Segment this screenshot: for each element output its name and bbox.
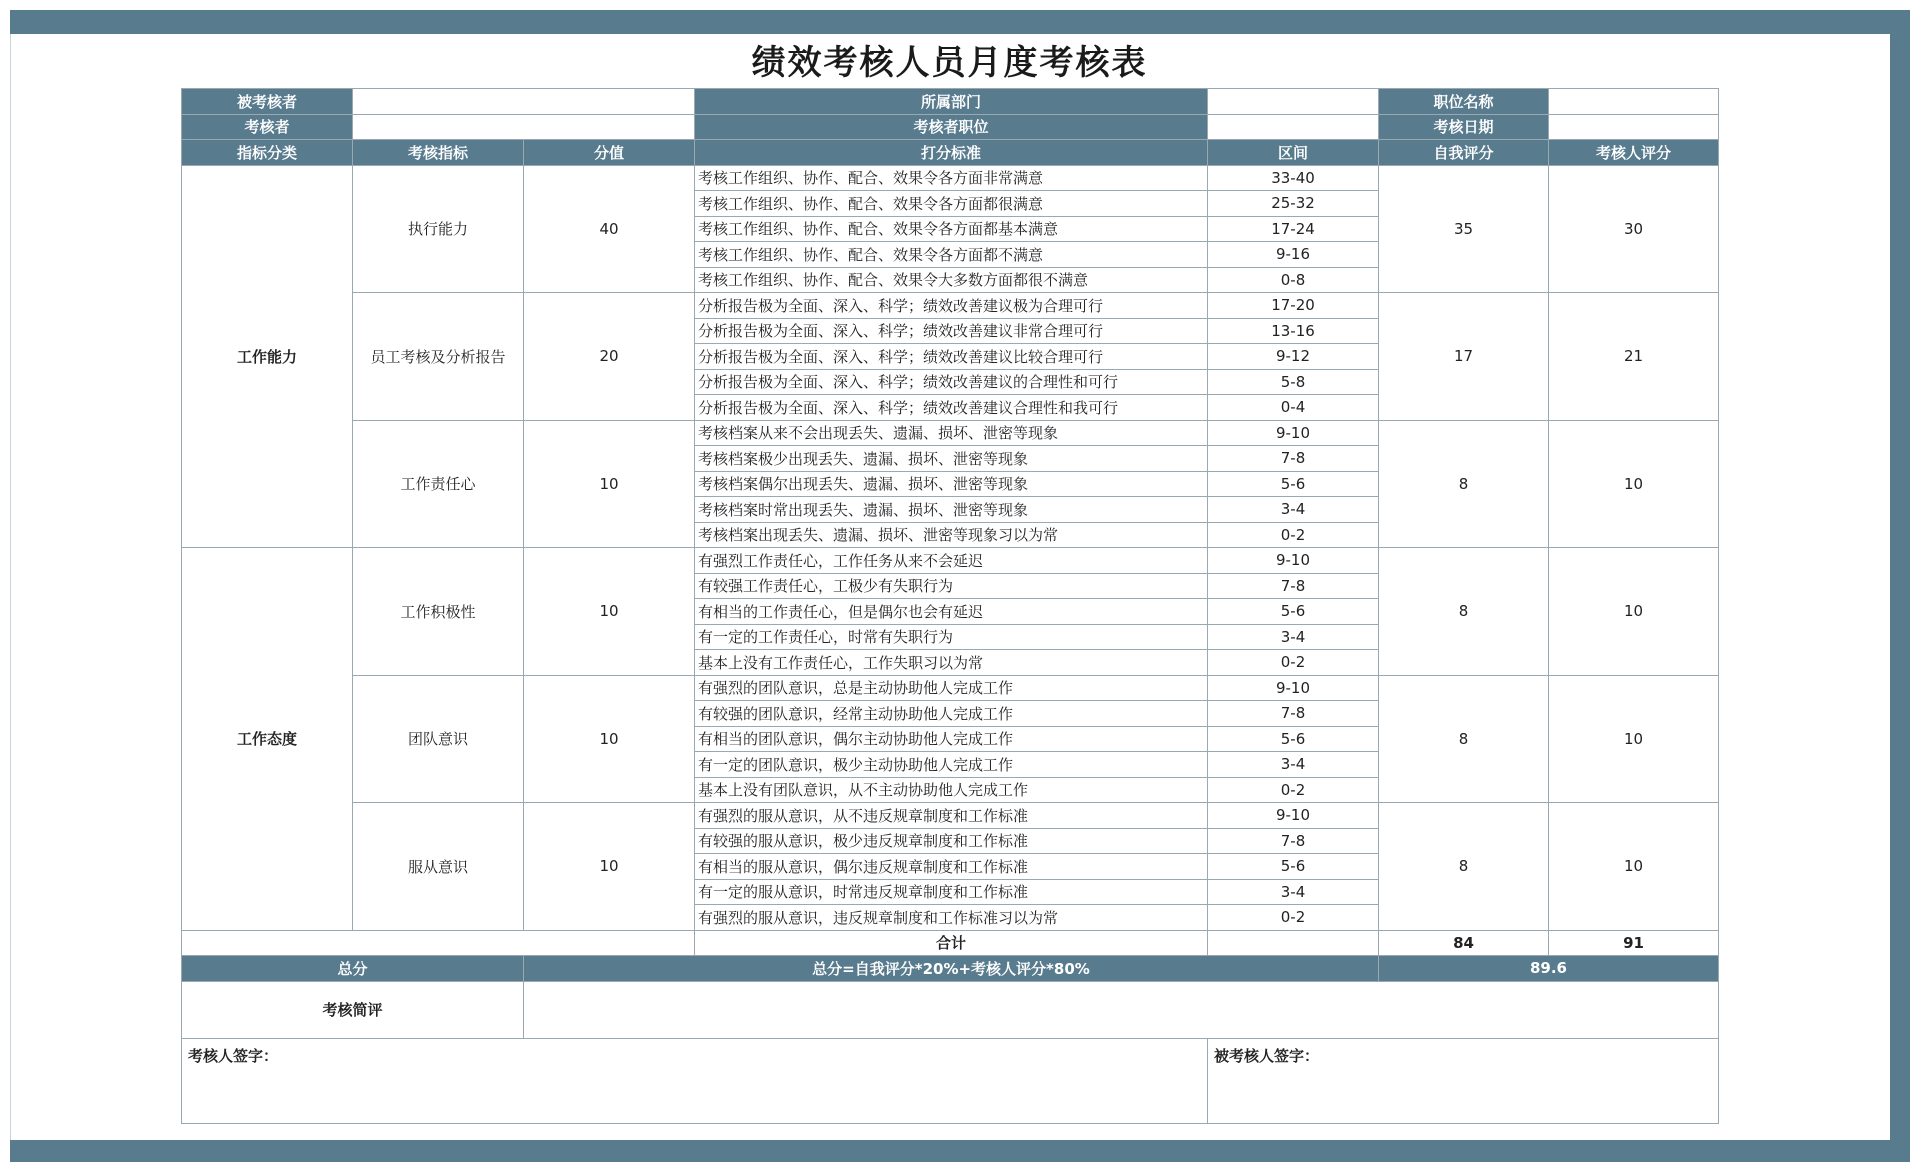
indicator-score: 20 (524, 293, 695, 421)
indicator-name: 服从意识 (353, 803, 524, 931)
criterion-range: 3-4 (1208, 752, 1379, 778)
assessor-score-cell[interactable]: 10 (1549, 803, 1719, 931)
assessor-score-cell[interactable]: 10 (1549, 548, 1719, 676)
assessor-score-cell[interactable]: 21 (1549, 293, 1719, 421)
subtotal-row (182, 930, 1719, 956)
criterion-range: 0-2 (1208, 522, 1379, 548)
criterion-text: 有强烈的服从意识，违反规章制度和工作标准习以为常 (695, 905, 1208, 931)
indicator-name: 执行能力 (353, 165, 524, 293)
assessor-field[interactable] (353, 114, 695, 140)
assessor-score-cell[interactable]: 30 (1549, 165, 1719, 293)
criterion-range: 25-32 (1208, 191, 1379, 217)
criterion-text: 分析报告极为全面、深入、科学；绩效改善建议非常合理可行 (695, 318, 1208, 344)
criterion-range: 7-8 (1208, 828, 1379, 854)
total-formula: 总分=自我评分*20%+考核人评分*80% (524, 956, 1379, 982)
subtotal-assessor-score: 91 (1549, 930, 1719, 956)
category-cell: 工作能力 (182, 165, 353, 548)
criterion-text: 有强烈工作责任心，工作任务从来不会延迟 (695, 548, 1208, 574)
criteria-row (182, 165, 1719, 191)
criterion-range: 7-8 (1208, 573, 1379, 599)
indicator-score: 10 (524, 675, 695, 803)
subtotal-label: 合计 (695, 930, 1208, 956)
self-score-cell[interactable]: 8 (1379, 675, 1549, 803)
assessor-signature-area[interactable] (182, 1038, 1208, 1123)
department-label: 所属部门 (695, 89, 1208, 115)
criteria-row (182, 675, 1719, 701)
comment-row (182, 981, 1719, 1038)
assessee-field[interactable] (353, 89, 695, 115)
col-header-category: 指标分类 (182, 140, 353, 166)
criteria-row (182, 548, 1719, 574)
criterion-range: 33-40 (1208, 165, 1379, 191)
criterion-text: 有强烈的团队意识，总是主动协助他人完成工作 (695, 675, 1208, 701)
criterion-range: 3-4 (1208, 879, 1379, 905)
criterion-range: 9-16 (1208, 242, 1379, 268)
subtotal-blank (182, 930, 353, 956)
assessee-signature-area[interactable] (1208, 1038, 1719, 1123)
info-row-1 (182, 89, 1719, 115)
indicator-name: 员工考核及分析报告 (353, 293, 524, 421)
right-frame-bar (1890, 10, 1910, 1160)
indicator-name: 团队意识 (353, 675, 524, 803)
criterion-range: 0-2 (1208, 650, 1379, 676)
criteria-body (182, 165, 1719, 930)
criterion-text: 考核工作组织、协作、配合、效果令各方面都不满意 (695, 242, 1208, 268)
date-label: 考核日期 (1379, 114, 1549, 140)
criterion-text: 考核档案极少出现丢失、遗漏、损坏、泄密等现象 (695, 446, 1208, 472)
self-score-cell[interactable]: 8 (1379, 420, 1549, 548)
criterion-text: 基本上没有工作责任心，工作失职习以为常 (695, 650, 1208, 676)
criterion-range: 5-6 (1208, 471, 1379, 497)
col-header-self-score: 自我评分 (1379, 140, 1549, 166)
criterion-range: 17-20 (1208, 293, 1379, 319)
criteria-row (182, 293, 1719, 319)
criterion-text: 基本上没有团队意识，从不主动协助他人完成工作 (695, 777, 1208, 803)
criterion-range: 3-4 (1208, 624, 1379, 650)
criterion-text: 考核工作组织、协作、配合、效果令各方面非常满意 (695, 165, 1208, 191)
col-header-standard: 打分标准 (695, 140, 1208, 166)
subtotal-self-score: 84 (1379, 930, 1549, 956)
position-label: 职位名称 (1379, 89, 1549, 115)
self-score-cell[interactable]: 8 (1379, 803, 1549, 931)
total-row (182, 956, 1719, 982)
criterion-text: 有相当的工作责任心，但是偶尔也会有延迟 (695, 599, 1208, 625)
assessor-position-label: 考核者职位 (695, 114, 1208, 140)
indicator-score: 10 (524, 548, 695, 676)
criteria-row (182, 420, 1719, 446)
criterion-text: 有较强的服从意识，极少违反规章制度和工作标准 (695, 828, 1208, 854)
criterion-text: 分析报告极为全面、深入、科学；绩效改善建议比较合理可行 (695, 344, 1208, 370)
total-label: 总分 (182, 956, 524, 982)
self-score-cell[interactable]: 35 (1379, 165, 1549, 293)
assessment-table (181, 88, 1719, 1124)
criterion-text: 有一定的团队意识，极少主动协助他人完成工作 (695, 752, 1208, 778)
criterion-text: 有较强的团队意识，经常主动协助他人完成工作 (695, 701, 1208, 727)
criterion-range: 9-10 (1208, 420, 1379, 446)
criterion-range: 7-8 (1208, 446, 1379, 472)
indicator-score: 40 (524, 165, 695, 293)
criterion-text: 考核工作组织、协作、配合、效果令各方面都基本满意 (695, 216, 1208, 242)
criterion-range: 5-6 (1208, 726, 1379, 752)
criterion-range: 7-8 (1208, 701, 1379, 727)
self-score-cell[interactable]: 8 (1379, 548, 1549, 676)
info-row-2 (182, 114, 1719, 140)
criterion-range: 0-8 (1208, 267, 1379, 293)
criterion-range: 17-24 (1208, 216, 1379, 242)
criteria-row (182, 803, 1719, 829)
criterion-text: 有相当的团队意识，偶尔主动协助他人完成工作 (695, 726, 1208, 752)
assessee-signature-label: 被考核人签字： (1214, 1046, 1320, 1065)
assessor-score-cell[interactable]: 10 (1549, 675, 1719, 803)
criterion-text: 有较强工作责任心，工极少有失职行为 (695, 573, 1208, 599)
indicator-name: 工作责任心 (353, 420, 524, 548)
criterion-text: 有相当的服从意识，偶尔违反规章制度和工作标准 (695, 854, 1208, 880)
criterion-text: 考核档案从来不会出现丢失、遗漏、损坏、泄密等现象 (695, 420, 1208, 446)
criterion-text: 考核档案时常出现丢失、遗漏、损坏、泄密等现象 (695, 497, 1208, 523)
subtotal-blank (1208, 930, 1379, 956)
criterion-text: 有一定的服从意识，时常违反规章制度和工作标准 (695, 879, 1208, 905)
indicator-score: 10 (524, 803, 695, 931)
criterion-text: 分析报告极为全面、深入、科学；绩效改善建议合理性和我可行 (695, 395, 1208, 421)
criterion-range: 0-2 (1208, 777, 1379, 803)
criterion-range: 5-8 (1208, 369, 1379, 395)
criterion-range: 3-4 (1208, 497, 1379, 523)
criterion-text: 有一定的工作责任心，时常有失职行为 (695, 624, 1208, 650)
col-header-range: 区间 (1208, 140, 1379, 166)
criterion-range: 5-6 (1208, 854, 1379, 880)
assessor-label: 考核者 (182, 114, 353, 140)
indicator-name: 工作积极性 (353, 548, 524, 676)
criterion-text: 考核档案出现丢失、遗漏、损坏、泄密等现象习以为常 (695, 522, 1208, 548)
assessor-score-cell[interactable]: 10 (1549, 420, 1719, 548)
bottom-frame-bar (10, 1140, 1910, 1162)
date-field[interactable] (1549, 114, 1719, 140)
col-header-indicator: 考核指标 (353, 140, 524, 166)
criterion-range: 13-16 (1208, 318, 1379, 344)
criterion-range: 9-12 (1208, 344, 1379, 370)
criterion-text: 分析报告极为全面、深入、科学；绩效改善建议的合理性和可行 (695, 369, 1208, 395)
category-cell: 工作态度 (182, 548, 353, 931)
document-title: 绩效考核人员月度考核表 (751, 43, 1148, 83)
column-header-row (182, 140, 1719, 166)
criterion-range: 0-4 (1208, 395, 1379, 421)
assessor-position-field[interactable] (1208, 114, 1379, 140)
criterion-range: 9-10 (1208, 675, 1379, 701)
signature-row (182, 1038, 1719, 1123)
position-field[interactable] (1549, 89, 1719, 115)
criterion-text: 考核工作组织、协作、配合、效果令大多数方面都很不满意 (695, 267, 1208, 293)
comment-label: 考核简评 (182, 981, 524, 1038)
col-header-assessor-score: 考核人评分 (1549, 140, 1719, 166)
top-frame-bar (10, 10, 1910, 34)
criterion-text: 分析报告极为全面、深入、科学；绩效改善建议极为合理可行 (695, 293, 1208, 319)
total-score-value: 89.6 (1379, 956, 1719, 982)
criterion-text: 考核工作组织、协作、配合、效果令各方面都很满意 (695, 191, 1208, 217)
self-score-cell[interactable]: 17 (1379, 293, 1549, 421)
criterion-range: 9-10 (1208, 803, 1379, 829)
criterion-range: 5-6 (1208, 599, 1379, 625)
subtotal-blank (524, 930, 695, 956)
assessee-label: 被考核者 (182, 89, 353, 115)
left-frame-line (10, 34, 11, 1140)
indicator-score: 10 (524, 420, 695, 548)
criterion-text: 有强烈的服从意识，从不违反规章制度和工作标准 (695, 803, 1208, 829)
col-header-score: 分值 (524, 140, 695, 166)
comment-field[interactable] (524, 981, 1719, 1038)
criterion-range: 0-2 (1208, 905, 1379, 931)
assessor-signature-label: 考核人签字： (188, 1046, 279, 1065)
subtotal-blank (353, 930, 524, 956)
department-field[interactable] (1208, 89, 1379, 115)
criterion-text: 考核档案偶尔出现丢失、遗漏、损坏、泄密等现象 (695, 471, 1208, 497)
criterion-range: 9-10 (1208, 548, 1379, 574)
